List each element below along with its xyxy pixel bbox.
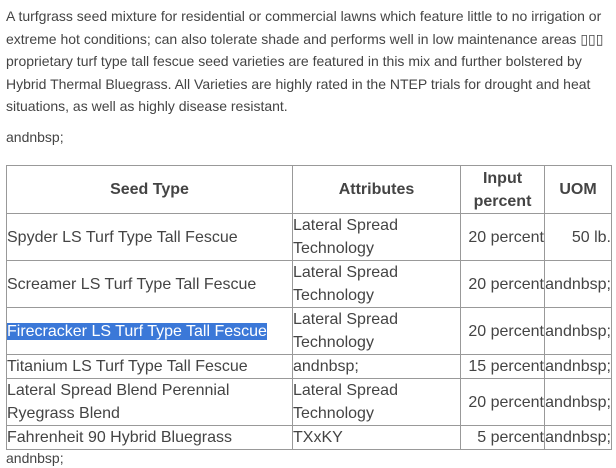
header-uom: UOM <box>545 166 612 214</box>
uom-cell: andnbsp; <box>545 261 612 308</box>
table-row <box>7 214 612 261</box>
uom-cell: andnbsp; <box>545 379 612 426</box>
seed-type-cell: Screamer LS Turf Type Tall Fescue <box>7 261 293 308</box>
header-input-percent: Input percent <box>461 166 545 214</box>
placeholder-text-top: andnbsp; <box>6 129 64 145</box>
attributes-cell: Lateral Spread Technology <box>293 261 461 308</box>
table-row <box>7 355 612 379</box>
input-percent-cell: 20 percent <box>461 308 545 355</box>
product-description: A turfgrass seed mixture for residential or commercial lawns which feature little to no irrigation or extreme hot conditions; can also tolerate shade and performs well in low maintenance areas ▯▯▯ proprietary turf type tall fescue seed varieties are featured in this mix and further bolstered by Hybrid Thermal Bluegrass. All Varieties are highly rated in the NTEP trials for drought and heat situations, as well as highly disease resistant. <box>6 8 604 114</box>
uom-cell: andnbsp; <box>545 426 612 450</box>
header-seed-type: Seed Type <box>7 166 293 214</box>
attributes-cell: Lateral Spread Technology <box>293 214 461 261</box>
seed-type-cell <box>7 308 293 355</box>
seed-type-cell: Titanium LS Turf Type Tall Fescue <box>7 355 293 379</box>
uom-cell: andnbsp; <box>545 355 612 379</box>
placeholder-text-bottom: andnbsp; <box>6 450 64 466</box>
seed-type-cell: Fahrenheit 90 Hybrid Bluegrass <box>7 426 293 450</box>
uom-cell: andnbsp; <box>545 308 612 355</box>
seed-mix-table <box>6 165 612 450</box>
seed-type-cell: Spyder LS Turf Type Tall Fescue <box>7 214 293 261</box>
table-row <box>7 426 612 450</box>
table-header-row <box>7 166 612 214</box>
attributes-cell: Lateral Spread Technology <box>293 379 461 426</box>
table-row <box>7 261 612 308</box>
attributes-cell: TXxKY <box>293 426 461 450</box>
input-percent-cell: 20 percent <box>461 261 545 308</box>
selected-seed-type-text[interactable]: Firecracker LS Turf Type Tall Fescue <box>7 322 267 340</box>
input-percent-cell: 20 percent <box>461 379 545 426</box>
input-percent-cell: 20 percent <box>461 214 545 261</box>
input-percent-cell: 15 percent <box>461 355 545 379</box>
seed-type-cell: Lateral Spread Blend Perennial Ryegrass Blend <box>7 379 293 426</box>
attributes-cell: andnbsp; <box>293 355 461 379</box>
input-percent-cell: 5 percent <box>461 426 545 450</box>
table-row <box>7 379 612 426</box>
header-attributes: Attributes <box>293 166 461 214</box>
table-row <box>7 308 612 355</box>
uom-cell: 50 lb. <box>545 214 612 261</box>
attributes-cell: Lateral Spread Technology <box>293 308 461 355</box>
